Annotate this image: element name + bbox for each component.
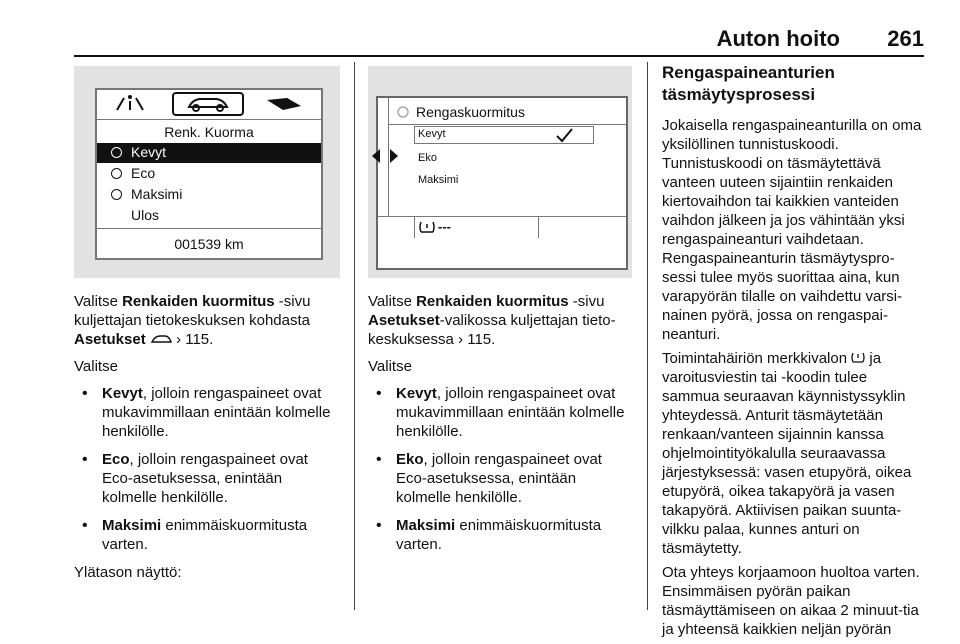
intro-paragraph (368, 292, 632, 349)
text-span: Toimintahäiriön merkkivalon (662, 350, 852, 367)
header-rule (74, 55, 924, 57)
display-title: Renk. Kuorma (164, 124, 254, 140)
intro-text: 115. (181, 331, 214, 348)
choose-label: Valitse (368, 358, 412, 375)
option-row-eco[interactable] (97, 164, 321, 184)
list-item (368, 516, 632, 554)
info-icon (117, 96, 143, 110)
page-number: 261 (887, 26, 924, 51)
display-rule (388, 124, 626, 125)
section-heading: Rengaspaineanturien täsmäytysprosessi (662, 63, 835, 104)
page-reference-arrow-icon: › (176, 331, 182, 348)
page-header (0, 0, 960, 58)
menu-item[interactable]: Eko (418, 152, 437, 164)
page-reference-arrow-icon: › (458, 331, 464, 348)
desc: enimmäiskuormitusta varten. (396, 517, 602, 553)
load-display-uplevel (95, 88, 323, 260)
desc: , jolloin rengaspaineet ovat Eco-asetuksessa, enintään kolmelle henkilölle. (396, 451, 602, 506)
option-list (74, 384, 340, 554)
uplevel-label: Ylätason näyttö: (74, 564, 182, 581)
intro-text: -sivu (568, 293, 605, 310)
odometer: 001539 km (174, 236, 244, 252)
radio-icon (111, 168, 122, 179)
intro-text: Valitse (368, 293, 417, 310)
intro-term: Asetukset (368, 312, 440, 329)
column-3 (662, 62, 924, 644)
desc: enimmäiskuormitusta varten. (102, 517, 308, 553)
left-right-arrows-icon (370, 144, 400, 168)
figure-1 (74, 66, 340, 278)
term: Kevyt (102, 385, 143, 402)
choose-label: Valitse (74, 358, 118, 375)
menu-item[interactable]: Maksimi (418, 174, 459, 186)
road-icon (267, 98, 301, 110)
menu-item[interactable]: Kevyt (418, 128, 446, 140)
display-rule (97, 228, 321, 229)
list-item (368, 384, 632, 441)
figure-2 (368, 66, 632, 278)
column-2-text (368, 292, 632, 554)
option-label: Kevyt (131, 144, 167, 160)
menu-title: Rengaskuormitus (416, 104, 525, 120)
intro-text: -valikossa kuljettajan tieto-keskuksessa (368, 312, 616, 348)
intro-term: Asetukset (74, 331, 146, 348)
option-list (368, 384, 632, 554)
exit-label: Ulos (131, 207, 160, 223)
car-settings-icon (150, 333, 172, 345)
column-3-text (662, 116, 924, 639)
top-bar-icons (97, 90, 321, 118)
load-display-midlevel (376, 96, 628, 270)
intro-paragraph (74, 292, 340, 349)
display-rule (378, 216, 626, 217)
radio-icon (111, 189, 122, 200)
status-text: --- (438, 219, 451, 234)
intro-text: 115. (463, 331, 496, 348)
column-2 (368, 66, 632, 563)
column-1 (74, 66, 340, 590)
desc: , jolloin rengaspaineet ovat mukavimmillaan enintään kolmelle henkilölle. (396, 385, 625, 440)
paragraph: Ota yhteys korjaamoon huoltoa varten. Ensimmäisen pyörän paikan täsmäyttämiseen on aikaa 2 minuut-tia ja yhteensä kaikkien neljän pyörän (662, 564, 920, 638)
option-row-ulos[interactable] (97, 206, 321, 226)
car-settings-icon (189, 99, 227, 111)
tire-pressure-warning-icon (851, 351, 865, 364)
segment-divider (414, 216, 415, 238)
desc: , jolloin rengaspaineet ovat Eco-asetuksessa, enintään kolmelle henkilölle. (102, 451, 308, 506)
paragraph (662, 349, 924, 558)
term: Eco (102, 451, 130, 468)
list-item (74, 516, 340, 554)
intro-term: Renkaiden kuormitus (416, 293, 569, 310)
list-item (74, 450, 340, 507)
column-1-text (74, 292, 340, 582)
wheel-icon (394, 105, 412, 119)
tire-pressure-warning-icon (418, 219, 436, 235)
term: Eko (396, 451, 424, 468)
text-span: ja varoitusviestin tai -koodin tulee sammua seuraavan käynnistyssyklin yhteydessä. Anturit täsmäytetään renkaan/vanteen sijainnin kanssa ohjelmointityökalulla seuraavassa järjestyksessä: vasen etupyörä, oikea etupyörä, oikea takapyörä ja vasen takapyörä. Aktiivisen paikan suunta-vilkku palaa, kunnes anturi on täsmäytetty. (662, 350, 912, 557)
display-top-icons (97, 90, 321, 118)
column-divider (354, 62, 355, 610)
option-row-maksimi[interactable] (97, 185, 321, 205)
option-label: Eco (131, 165, 156, 181)
term: Kevyt (396, 385, 437, 402)
radio-icon (111, 147, 122, 158)
option-label: Maksimi (131, 186, 183, 202)
list-item (74, 384, 340, 441)
intro-text: -sivu kuljettajan tietokeskuksen kohdasta (74, 293, 311, 329)
term: Maksimi (102, 517, 162, 534)
intro-term: Renkaiden kuormitus (122, 293, 275, 310)
check-icon (554, 127, 574, 143)
desc: , jolloin rengaspaineet ovat mukavimmillaan enintään kolmelle henkilölle. (102, 385, 331, 440)
segment-divider (538, 216, 539, 238)
column-divider (647, 62, 648, 610)
intro-text: Valitse (74, 293, 123, 310)
display-rule (97, 119, 321, 120)
term: Maksimi (396, 517, 456, 534)
option-row-kevyt[interactable] (97, 143, 321, 163)
section-title: Auton hoito (716, 26, 840, 51)
list-item (368, 450, 632, 507)
paragraph: Jokaisella rengaspaineanturilla on oma yksilöllinen tunnistuskoodi. Tunnistuskoodi on täsmäytettävä vanteen uuteen sijaintiin renkaiden kiertovaihdon tai kaikkien vanteiden vaihdon jälkeen ja jos vähintään yksi rengaspaineanturi vaihdetaan. Rengaspaineanturin täsmäytyspro-sessi tulee myös suorittaa aina, kun varapyörän tilalle on vaihdettu varsi-nainen pyörä, jossa on rengaspai-neanturi. (662, 117, 922, 343)
